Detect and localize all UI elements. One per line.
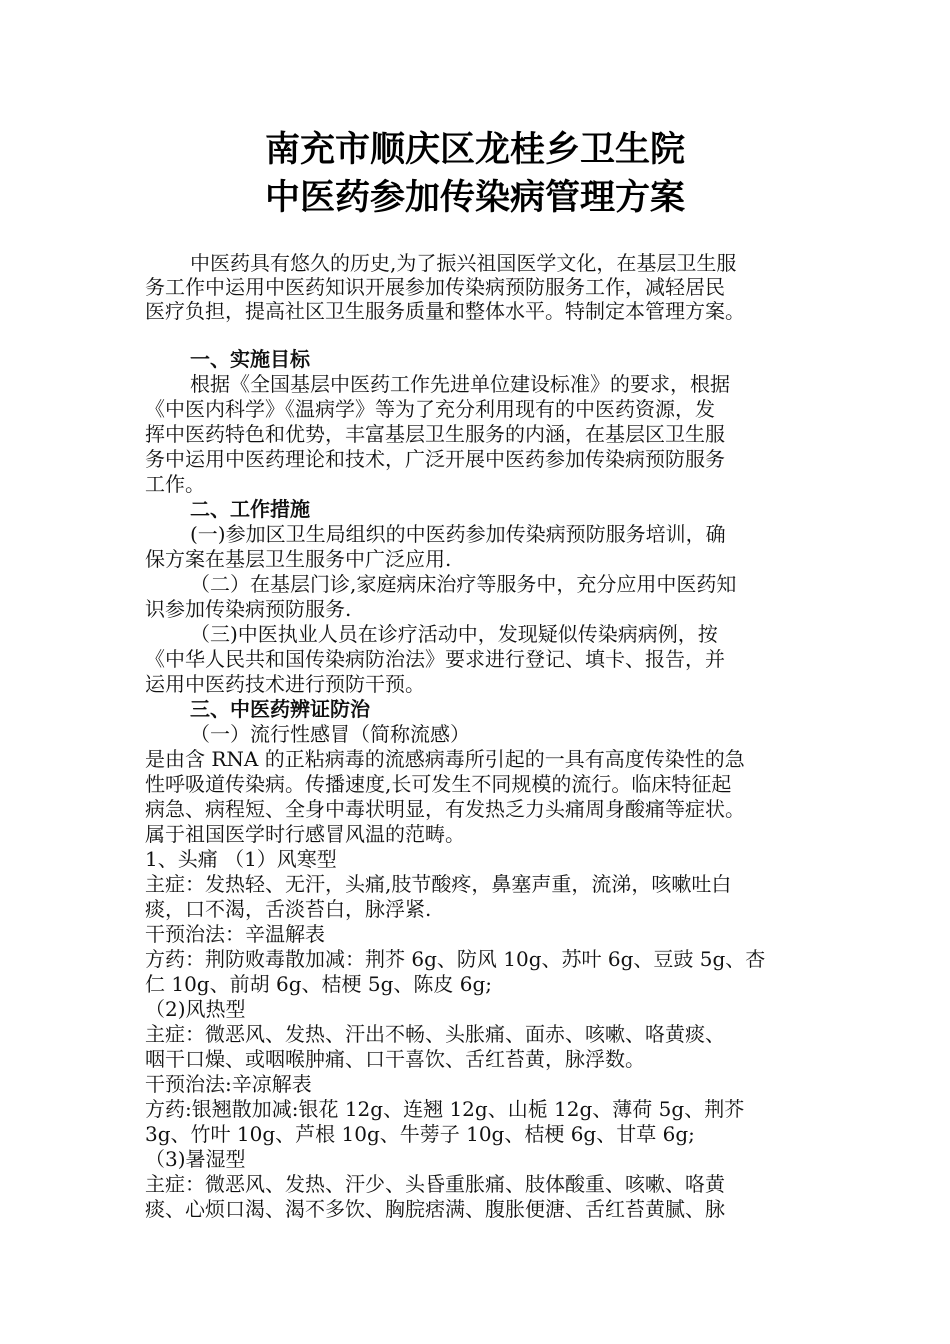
goals-paragraph-line: 根据《全国基层中医药工作先进单位建设标准》的要求，根据 (190, 372, 730, 396)
measure-item-line: (一)参加区卫生局组织的中医药参加传染病预防服务培训，确 (190, 522, 726, 546)
measure-item-line: 识参加传染病预防服务. (145, 597, 352, 621)
symptom-line: 痰、心烦口渴、渴不多饮、胸脘痞满、腹胀便溏、舌红苔黄腻、脉 (145, 1197, 725, 1221)
symptom-line: 主症：微恶风、发热、汗出不畅、头胀痛、面赤、咳嗽、咯黄痰、 (145, 1022, 725, 1046)
type-heading-summer-damp: （3)暑湿型 (145, 1147, 246, 1171)
goals-paragraph-line: 务中运用中医药理论和技术，广泛开展中医药参加传染病预防服务 (145, 447, 725, 471)
measure-item-line: （三)中医执业人员在诊疗活动中，发现疑似传染病病例，按 (190, 622, 718, 646)
treatment-method-line: 干预治法:辛凉解表 (145, 1072, 312, 1096)
measure-item-line: 《中华人民共和国传染病防治法》要求进行登记、填卡、报告，并 (145, 647, 725, 671)
type-heading-wind-cold: 1、头痛 （1）风寒型 (145, 847, 337, 871)
influenza-paragraph-line: 病急、病程短、全身中毒状明显，有发热乏力头痛周身酸痛等症状。 (145, 797, 745, 821)
document-title-line-1: 南充市顺庆区龙桂乡卫生院 (264, 129, 685, 170)
intro-paragraph-line: 医疗负担，提高社区卫生服务质量和整体水平。特制定本管理方案。 (145, 299, 745, 323)
prescription-line: 方药:银翘散加减:银花 12g、连翘 12g、山栀 12g、薄荷 5g、荆芥 (145, 1097, 745, 1121)
influenza-paragraph-line: 属于祖国医学时行感冒风温的范畴。 (145, 822, 465, 846)
intro-paragraph-line: 中医药具有悠久的历史,为了振兴祖国医学文化，在基层卫生服 (190, 251, 737, 275)
treatment-method-line: 干预治法：辛温解表 (145, 922, 325, 946)
prescription-line: 仁 10g、前胡 6g、桔梗 5g、陈皮 6g; (145, 972, 493, 996)
goals-paragraph-line: 工作。 (145, 472, 205, 496)
influenza-paragraph-line: 性呼吸道传染病。传播速度,长可发生不同规模的流行。临床特征起 (145, 772, 732, 796)
section-heading-goals: 一、实施目标 (190, 347, 310, 371)
symptom-line: 主症：发热轻、无汗，头痛,肢节酸疼，鼻塞声重，流涕，咳嗽吐白 (145, 872, 732, 896)
intro-paragraph-line: 务工作中运用中医药知识开展参加传染病预防服务工作，减轻居民 (145, 275, 725, 299)
section-heading-treatment: 三、中医药辨证防治 (190, 697, 370, 721)
measure-item-line: 运用中医药技术进行预防干预。 (145, 672, 425, 696)
prescription-line: 3g、竹叶 10g、芦根 10g、牛蒡子 10g、桔梗 6g、甘草 6g; (145, 1122, 695, 1146)
symptom-line: 主症：微恶风、发热、汗少、头昏重胀痛、肢体酸重、咳嗽、咯黄 (145, 1172, 725, 1196)
document-title-line-2: 中医药参加传染病管理方案 (264, 177, 685, 218)
prescription-line: 方药：荆防败毒散加减：荆芥 6g、防风 10g、苏叶 6g、豆豉 5g、杏 (145, 947, 766, 971)
section-heading-measures: 二、工作措施 (190, 497, 310, 521)
goals-paragraph-line: 《中医内科学》《温病学》等为了充分利用现有的中医药资源，发 (145, 397, 715, 421)
symptom-line: 咽干口燥、或咽喉肿痛、口干喜饮、舌红苔黄，脉浮数。 (145, 1047, 645, 1071)
subsection-heading-influenza: （一）流行性感冒（简称流感） (190, 722, 470, 746)
measure-item-line: 保方案在基层卫生服务中广泛应用. (145, 547, 452, 571)
type-heading-wind-heat: （2)风热型 (145, 997, 246, 1021)
goals-paragraph-line: 挥中医药特色和优势，丰富基层卫生服务的内涵，在基层区卫生服 (145, 422, 725, 446)
measure-item-line: （二）在基层门诊,家庭病床治疗等服务中，充分应用中医药知 (190, 572, 737, 596)
influenza-paragraph-line: 是由含 RNA 的正粘病毒的流感病毒所引起的一具有高度传染性的急 (145, 747, 745, 771)
symptom-line: 痰，口不渴，舌淡苔白，脉浮紧. (145, 897, 432, 921)
